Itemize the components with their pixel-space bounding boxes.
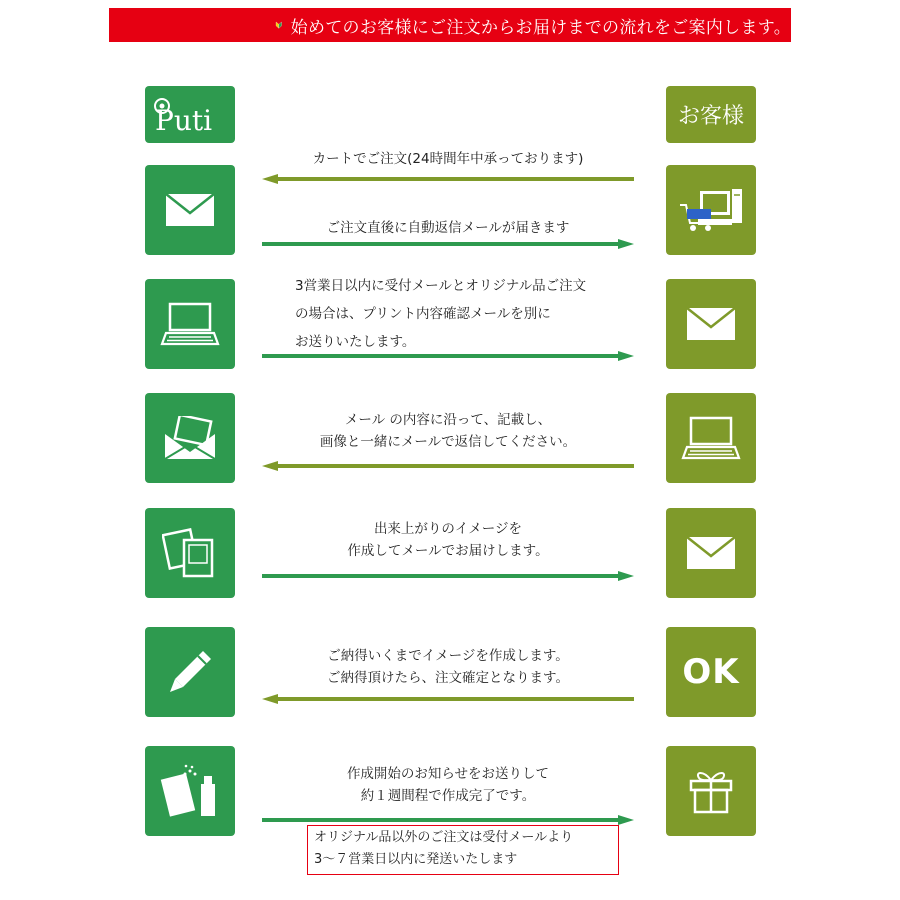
envelope-icon (686, 536, 736, 570)
banner-title: 始めてのお客様にご注文からお届けまでの流れをご案内します。 (290, 17, 791, 38)
shop-tile-5 (145, 627, 235, 717)
step-2-line-1: ご注文直後に自動返信メールが届きます (326, 220, 570, 236)
computer-cart-icon (678, 183, 744, 237)
shop-tile-3 (145, 393, 235, 483)
customer-label-tile (666, 86, 756, 143)
shipping-note-line-1: オリジナル品以外のご注文は受付メールより (314, 830, 574, 845)
step-7-line-2: 約１週間程で作成完了です。 (360, 788, 536, 804)
envelope-icon (686, 307, 736, 341)
header-banner (109, 8, 791, 42)
beginner-leaf-icon (275, 10, 283, 40)
step-5-message (262, 518, 634, 562)
step-1-arrow-left (262, 174, 634, 184)
step-5-line-1: 出来上がりのイメージを (373, 521, 523, 537)
customer-label: お客様 (677, 104, 744, 129)
step-6-arrow-left (262, 694, 634, 704)
puti-logo-tile (145, 86, 235, 143)
customer-tile-6 (666, 746, 756, 836)
shop-tile-4 (145, 508, 235, 598)
step-4-line-1: メール の内容に沿って、記載し、 (344, 412, 552, 428)
puti-logo (149, 95, 231, 135)
open-envelope-icon (163, 416, 217, 460)
spray-can-icon (159, 762, 221, 820)
gift-box-icon (687, 768, 735, 814)
shipping-note (307, 825, 619, 875)
step-1-line-1: カートでご注文(24時間年中承っております) (312, 151, 584, 167)
step-3-arrow-right (262, 351, 634, 361)
shop-tile-6 (145, 746, 235, 836)
step-3-line-3: お送りいたします。 (295, 334, 416, 350)
step-5-line-2: 作成してメールでお届けします。 (347, 543, 549, 559)
step-7-message (262, 763, 634, 807)
laptop-icon (681, 416, 741, 460)
step-1-message (262, 148, 634, 170)
step-2-arrow-right (262, 239, 634, 249)
shop-tile-2 (145, 279, 235, 369)
customer-tile-1 (666, 165, 756, 255)
step-3-message (295, 272, 635, 356)
step-6-line-2: ご納得頂けたら、注文確定となります。 (327, 670, 569, 686)
step-3-line-1: 3営業日以内に受付メールとオリジナル品ご注文 (295, 278, 587, 294)
shipping-note-line-2: 3～７営業日以内に発送いたします (314, 852, 518, 867)
puti-logo-text: Puti (155, 103, 213, 135)
step-4-message (262, 409, 634, 453)
step-6-line-1: ご納得いくまでイメージを作成します。 (327, 648, 569, 664)
customer-tile-5 (666, 627, 756, 717)
envelope-icon (165, 193, 215, 227)
step-4-arrow-left (262, 461, 634, 471)
pen-icon (165, 647, 215, 697)
laptop-icon (160, 302, 220, 346)
step-6-message (262, 645, 634, 689)
ok-text: OK (682, 652, 740, 692)
step-4-line-2: 画像と一緒にメールで返信してください。 (319, 434, 577, 450)
customer-tile-4 (666, 508, 756, 598)
step-7-line-1: 作成開始のお知らせをお送りして (346, 766, 550, 782)
customer-tile-2 (666, 279, 756, 369)
step-5-arrow-right (262, 571, 634, 581)
customer-tile-3 (666, 393, 756, 483)
shop-tile-1 (145, 165, 235, 255)
photos-icon (162, 528, 218, 578)
step-3-line-2: の場合は、プリント内容確認メールを別に (295, 306, 551, 322)
step-7-arrow-right (262, 815, 634, 825)
step-2-message (262, 217, 634, 239)
